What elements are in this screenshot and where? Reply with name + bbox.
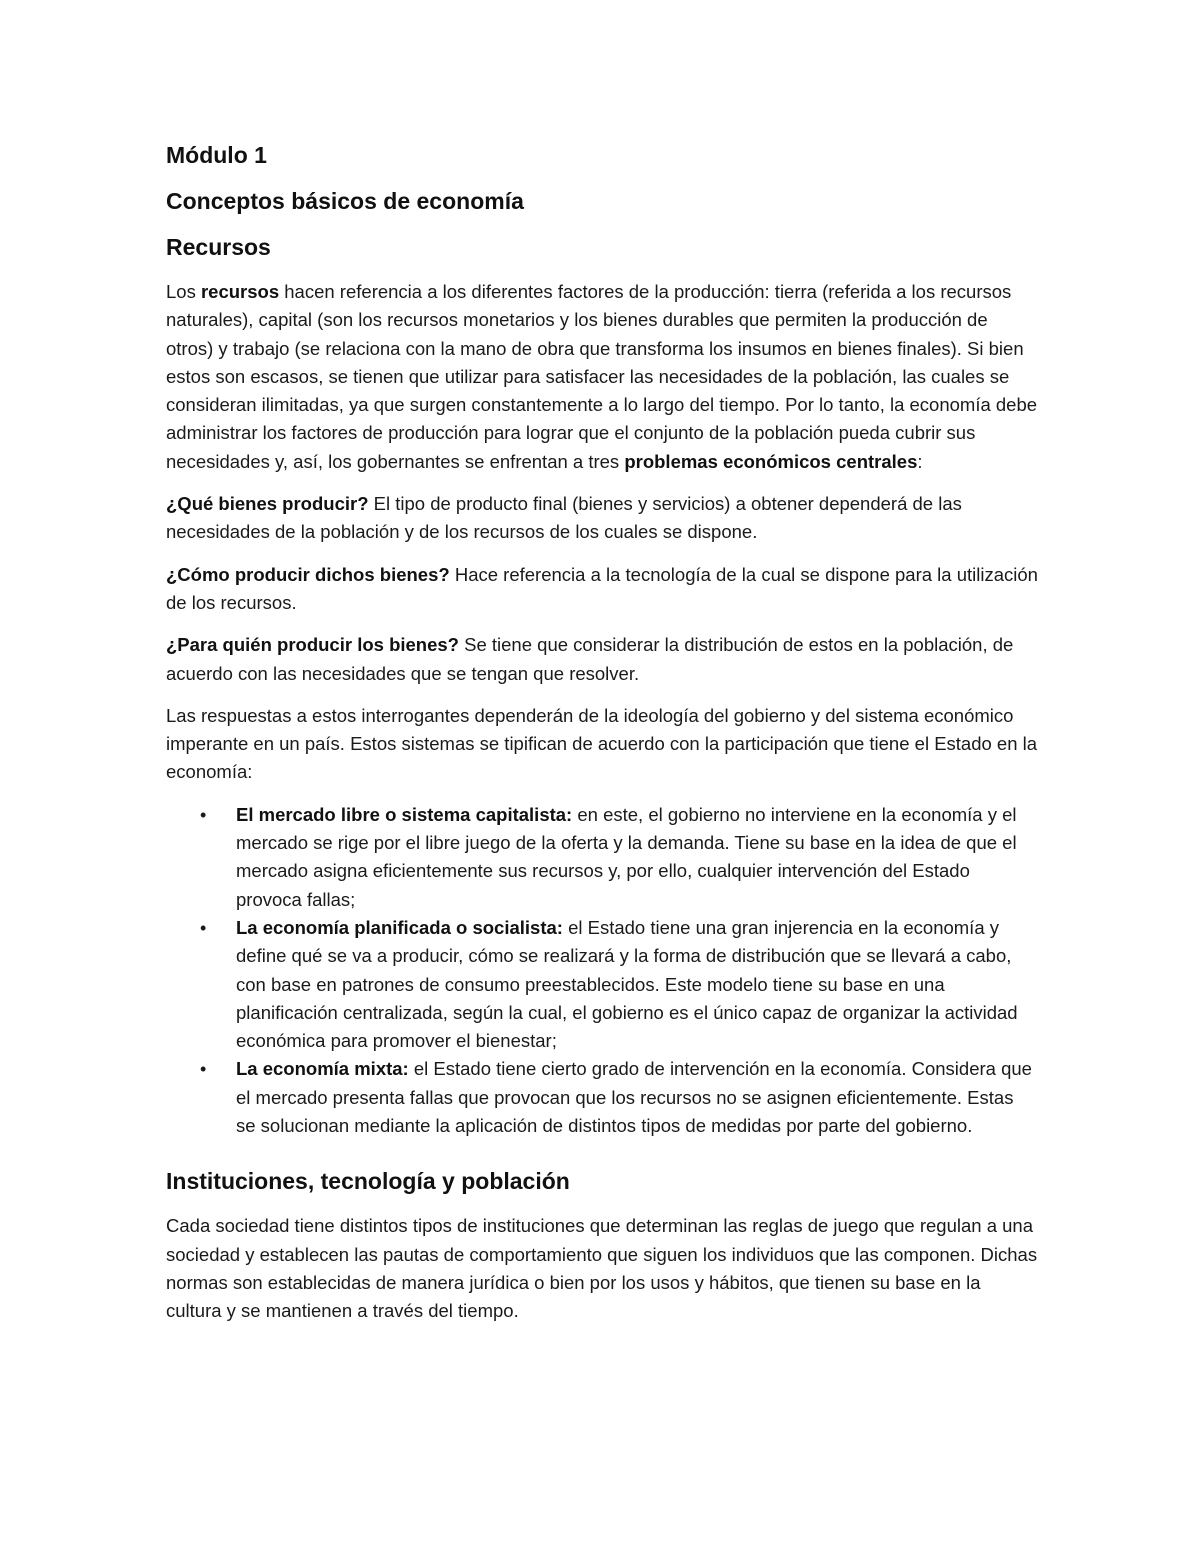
- question-paragraph: [166, 561, 1038, 618]
- module-title: Módulo 1: [166, 142, 267, 168]
- question-text: ¿Qué bienes producir?: [166, 493, 369, 515]
- bullet-icon: •: [200, 1059, 207, 1080]
- intro-lead: Los: [166, 281, 201, 302]
- resources-term: recursos: [200, 281, 280, 302]
- question-answer: El tipo de producto final (bienes y servicios) a obtener dependerá de las necesidades de la población y de los recursos de los cuales se dispone.: [166, 493, 962, 543]
- institutions-paragraph: Cada sociedad tiene distintos tipos de instituciones que determinan las reglas de juego que regulan a una sociedad y establecen las pautas de comportamiento que siguen los individuos que las componen. Dichas normas son establecidas de manera jurídica o bien por los usos y hábitos, que tienen su base en la cultura y se mantienen a través del tiempo.: [166, 1215, 1038, 1322]
- system-name: El mercado libre o sistema capitalista:: [236, 803, 573, 825]
- resources-paragraph: [166, 278, 1038, 476]
- system-description: el Estado tiene cierto grado de intervención en la economía. Considera que el mercado presenta fallas que provocan que los recursos no se asignen eficientemente. Estas se solucionan mediante la aplicación de distintos tipos de medidas por parte del gobierno.: [236, 1058, 1032, 1137]
- document-page: [166, 138, 1038, 1340]
- resources-title: Recursos: [166, 234, 271, 260]
- bullet-icon: •: [200, 917, 207, 938]
- question-text: ¿Cómo producir dichos bienes?: [166, 563, 450, 585]
- list-item: [200, 1055, 1038, 1140]
- institutions-title: Instituciones, tecnología y población: [166, 1168, 570, 1195]
- system-description: en este, el gobierno no interviene en la economía y el mercado se rige por el libre juego de la oferta y la demanda. Tiene su base en la idea de que el mercado asigna eficientemente sus recursos y, por ello, cualquier intervención del Estado provoca fallas;: [236, 803, 1017, 910]
- problems-term: problemas económicos centrales: [624, 450, 918, 472]
- system-name: La economía mixta:: [236, 1058, 409, 1080]
- intro-end: :: [917, 450, 923, 472]
- economic-systems-list: [166, 801, 1038, 1141]
- systems-intro: Las respuestas a estos interrogantes dependerán de la ideología del gobierno y del sistema económico imperante en un país. Estos sistemas se tipifican de acuerdo con la participación que tiene el Estado en la economía:: [166, 704, 1038, 783]
- question-text: ¿Para quién producir los bienes?: [166, 634, 459, 656]
- question-answer: Se tiene que considerar la distribución de estos en la población, de acuerdo con las necesidades que se tengan que resolver.: [166, 634, 1014, 684]
- intro-body: hacen referencia a los diferentes factores de la producción: tierra (referida a los recursos naturales), capital (son los recursos monetarios y los bienes durables que permiten la producción de otros) y trabajo (se relaciona con la mano de obra que transforma los insumos en bienes finales). Si bien estos son escasos, se tienen que utilizar para satisfacer las necesidades de la población, las cuales se consideran ilimitadas, ya que surgen constantemente a lo largo del tiempo. Por lo tanto, la economía debe administrar los factores de producción para lograr que el conjunto de la población pueda cubrir sus necesidades y, así, los gobernantes se enfrentan a tres: [166, 281, 1038, 472]
- list-item: [200, 914, 1038, 1055]
- system-name: La economía planificada o socialista:: [236, 916, 563, 938]
- bullet-icon: •: [200, 804, 207, 825]
- system-description: el Estado tiene una gran injerencia en la economía y define qué se va a producir, cómo se realizará y la forma de distribución que se llevará a cabo, con base en patrones de consumo preestablecidos. Este modelo tiene su base en una planificación centralizada, según la cual, el gobierno es el único capaz de organizar la actividad económica para promover el bienestar;: [236, 916, 1018, 1052]
- question-paragraph: [166, 631, 1038, 688]
- question-answer: Hace referencia a la tecnología de la cual se dispone para la utilización de los recursos.: [166, 563, 1038, 613]
- question-paragraph: [166, 490, 1038, 547]
- concepts-title: Conceptos básicos de economía: [166, 188, 524, 214]
- list-item: [200, 801, 1038, 914]
